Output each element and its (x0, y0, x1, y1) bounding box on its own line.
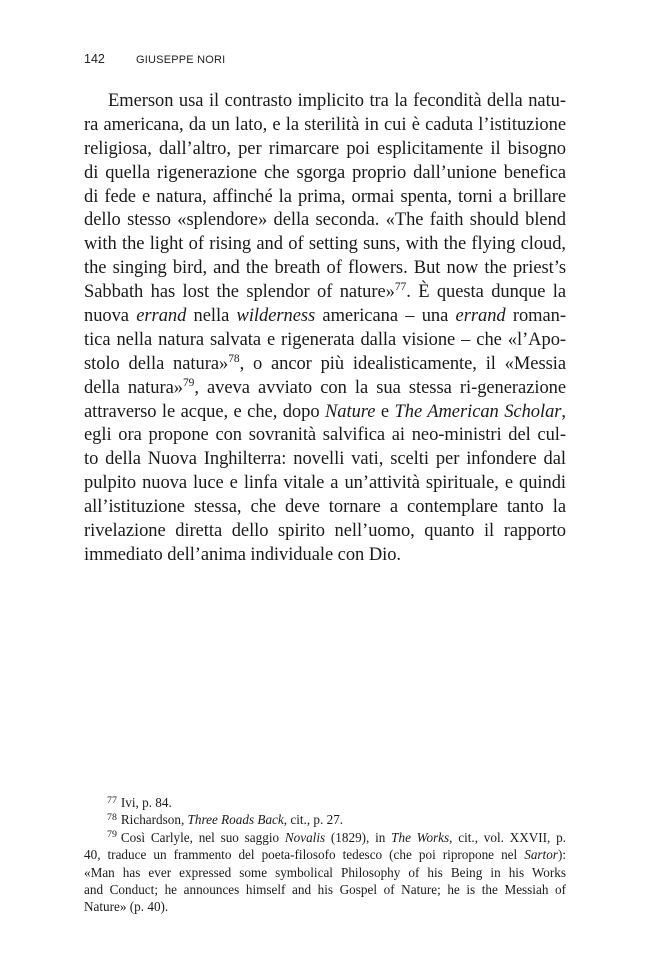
text-line (84, 305, 566, 329)
footnote-line: and Conduct; he announces himself and his Gospel of Nature; he is the Messiah of (84, 881, 566, 897)
footnote-text: Ivi, p. 84. (120, 795, 172, 810)
footnote-77 (84, 794, 566, 811)
text-line: Emerson usa il contrasto implicito tra la fecondità della natu- (108, 91, 566, 111)
footnote-text: , cit., p. 27. (283, 812, 344, 828)
text-segment: nuova (84, 306, 137, 327)
text-segment: roman- (505, 306, 566, 327)
text-segment: , (561, 401, 566, 422)
text-line: the singing bird, and the breath of flowers. But now the priest’s (84, 258, 566, 279)
page-number: 142 (84, 52, 105, 66)
footnote-79 (84, 829, 566, 846)
text-line: rivelazione diretta dello spirito nell’uomo, quanto il rapporto (84, 521, 566, 542)
footnote-ref-78[interactable]: 78 (228, 352, 240, 365)
text-line: immediato dell’anima individuale con Dio. (84, 544, 401, 565)
text-line: pulpito nuova luce e linfa vitale a un’attività spirituale, e quindi (84, 473, 566, 494)
text-line (84, 401, 566, 425)
italic-title: The Works (391, 829, 450, 845)
text-line: to della Nuova Inghilterra: novelli vati, scelti per infondere dal (84, 449, 566, 470)
text-line: with the light of rising and of setting suns, with the flying cloud, (84, 234, 566, 255)
text-line: ra americana, da un lato, e la sterilità in cui è caduta l’istituzione (84, 114, 566, 135)
footnote-text: , cit., vol. XXVII, p. (449, 829, 566, 845)
footnote-line: Nature» (p. 40). (84, 899, 169, 915)
footnote-text: 40, traduce un frammento del poeta-filosofo tedesco (che poi ripropone nel (84, 847, 525, 863)
text-segment: e (375, 401, 395, 422)
italic-title: The American Scholar (394, 401, 562, 422)
text-segment: stolo della natura» (84, 353, 229, 374)
italic-title: Novalis (284, 829, 326, 845)
text-line: di fede e natura, affinché la prima, ormai spenta, torni a brillare (84, 186, 566, 207)
text-segment: . È questa dunque la (406, 282, 567, 303)
footnote-ref-77[interactable]: 77 (394, 281, 407, 294)
text-line: egli ora propone con sovranità salvifica ai neo-ministri del cul- (84, 425, 566, 446)
italic-term: wilderness (236, 306, 316, 327)
text-segment: della natura» (84, 377, 183, 398)
footnote-number: 77 (107, 794, 117, 806)
footnote-78 (84, 811, 566, 828)
text-line (84, 377, 566, 401)
text-line (84, 281, 566, 305)
italic-title: Nature (325, 401, 376, 422)
text-segment: , aveva avviato con la sua stessa ri-generazione (194, 377, 567, 398)
text-segment: nella (186, 306, 237, 327)
text-segment: americana – una (315, 306, 456, 327)
text-line: dello stesso «splendore» della seconda. «The faith should blend (84, 210, 566, 231)
text-line: tica nella natura salvata e rigenerata dalla visione – che «l’Apo- (84, 329, 566, 350)
footnote-ref-79[interactable]: 79 (182, 376, 195, 389)
footnote-line: «Man has ever expressed some symbolical Philosophy of his Being in his Works (84, 864, 566, 880)
italic-term: errand (136, 306, 187, 327)
footnote-text: ): (557, 847, 566, 863)
text-line: di quella rigenerazione che sgorga proprio dall’unione benefica (84, 162, 566, 183)
footnote-number: 78 (107, 811, 117, 823)
text-line: religiosa, dall’altro, per rimarcare poi esplicitamente il bisogno (84, 138, 566, 159)
footnotes (84, 794, 566, 916)
text-segment: Sabbath has lost the splendor of nature» (84, 282, 395, 303)
text-line: all’istituzione stessa, che deve tornare a contemplare tanto la (84, 497, 566, 518)
footnote-line (84, 846, 566, 863)
footnote-text: Richardson, (120, 812, 188, 828)
footnote-text: (1829), in (325, 829, 392, 845)
italic-title: Sartor (524, 847, 558, 863)
footnote-text: Così Carlyle, nel suo saggio (120, 829, 285, 845)
running-header (84, 52, 225, 66)
footnote-number: 79 (107, 829, 117, 841)
text-line (84, 353, 566, 377)
italic-term: errand (455, 306, 506, 327)
running-head-author: GIUSEPPE NORI (136, 54, 226, 66)
italic-title: Three Roads Back (187, 812, 284, 828)
main-paragraph (84, 90, 566, 568)
text-segment: attraverso le acque, e che, dopo (84, 401, 325, 422)
text-segment: , o ancor più idealisticamente, il «Messia (239, 353, 566, 374)
